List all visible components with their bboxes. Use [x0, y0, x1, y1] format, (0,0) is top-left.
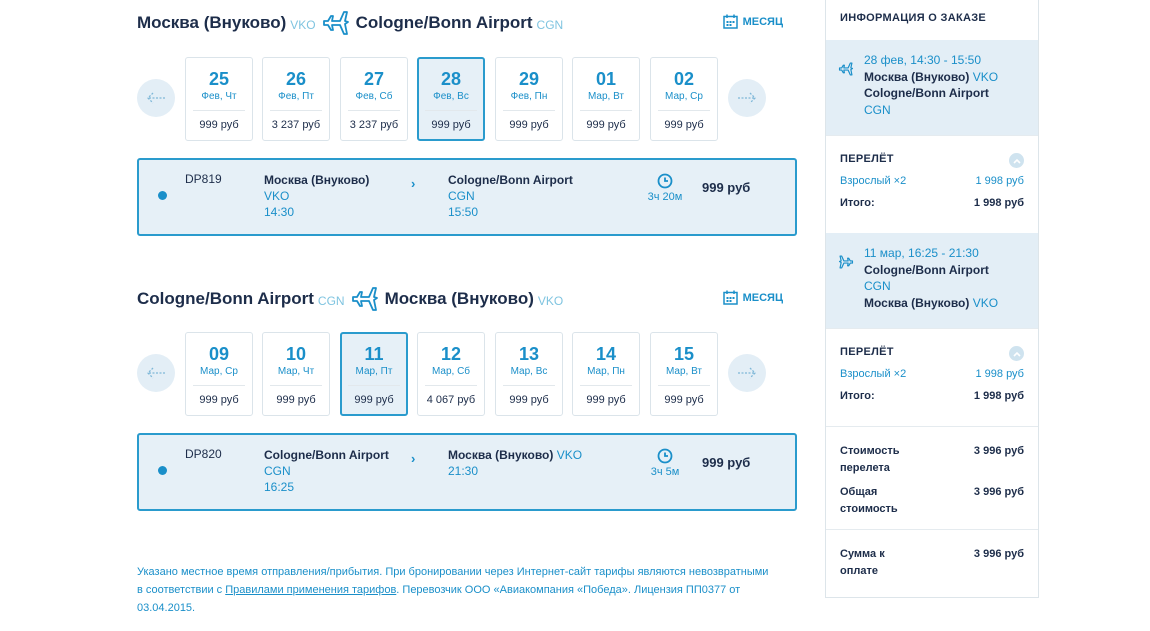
- date-price: 4 067 руб: [426, 394, 476, 406]
- date-card[interactable]: [185, 57, 253, 141]
- departure-info: [264, 447, 389, 495]
- date-card[interactable]: [572, 332, 640, 416]
- calendar-icon: [723, 290, 738, 305]
- date-weekday: Фев, Вс: [433, 91, 469, 102]
- date-weekday: Фев, Чт: [201, 91, 237, 102]
- total-label: Итого:: [840, 390, 875, 402]
- plane-icon: [838, 255, 854, 269]
- date-price: 3 237 руб: [349, 119, 399, 131]
- calendar-icon: [723, 14, 738, 29]
- flight-price: 999 руб: [702, 180, 751, 195]
- outbound-to-city: Cologne/Bonn Airport: [355, 13, 533, 32]
- outbound-to-city: Cologne/Bonn Airport: [864, 86, 989, 100]
- passenger-price: 1 998 руб: [975, 175, 1024, 187]
- date-day: 26: [285, 69, 307, 89]
- departure-code: VKO: [264, 189, 290, 203]
- arrival-time: 21:30: [448, 464, 479, 478]
- date-day: 01: [595, 69, 617, 89]
- date-day: 09: [208, 344, 230, 364]
- arrival-info: [448, 447, 582, 479]
- payment-value: 3 996 руб: [973, 548, 1024, 560]
- arrival-city: Москва (Внуково): [448, 448, 554, 462]
- departure-code: CGN: [264, 464, 291, 478]
- prev-dates-button[interactable]: [137, 79, 175, 117]
- inbound-from-city: Cologne/Bonn Airport: [137, 289, 314, 308]
- date-price: 999 руб: [276, 394, 316, 406]
- date-day: 13: [518, 344, 540, 364]
- flight-cost-value: 3 996 руб: [973, 445, 1024, 457]
- departure-city: Cologne/Bonn Airport: [264, 448, 389, 462]
- fare-rules-link[interactable]: Правилами применения тарифов: [225, 584, 397, 596]
- month-label: МЕСЯЦ: [742, 291, 783, 304]
- arrival-city: Cologne/Bonn Airport: [448, 173, 573, 187]
- next-dates-button[interactable]: [728, 79, 766, 117]
- collapse-button[interactable]: [1009, 153, 1024, 168]
- date-weekday: Мар, Чт: [277, 366, 315, 377]
- date-day: 12: [440, 344, 462, 364]
- inbound-to-code: VKO: [972, 295, 999, 310]
- clock-icon: [657, 448, 673, 464]
- cost-section: [826, 426, 1038, 529]
- date-price: 999 руб: [199, 394, 239, 406]
- date-card-selected[interactable]: [340, 332, 408, 416]
- date-day: 28: [440, 69, 462, 89]
- plane-icon: [838, 62, 854, 76]
- payment-label: Сумма к: [840, 548, 885, 560]
- total-cost-value: 3 996 руб: [973, 486, 1024, 498]
- date-card[interactable]: [262, 57, 330, 141]
- month-label: МЕСЯЦ: [742, 15, 783, 28]
- date-card[interactable]: [495, 57, 563, 141]
- arrow-right-icon: [737, 367, 757, 379]
- arrow-right-icon: [737, 92, 757, 104]
- total-cost-label: Общая: [840, 486, 878, 498]
- outbound-from-code: VKO: [972, 69, 999, 84]
- outbound-month-button[interactable]: [723, 14, 783, 29]
- total-value: 1 998 руб: [973, 390, 1024, 402]
- plane-icon: [322, 10, 350, 36]
- date-weekday: Фев, Сб: [355, 91, 393, 102]
- outbound-from-city: Москва (Внуково): [137, 13, 287, 32]
- summary-outbound: [826, 40, 1038, 135]
- inbound-to-code: VKO: [537, 293, 564, 308]
- inbound-date-strip: [137, 332, 797, 418]
- date-card[interactable]: [650, 332, 718, 416]
- flight-duration: [639, 448, 691, 478]
- inbound-route-header: [137, 284, 797, 314]
- outbound-route-header: [137, 8, 797, 38]
- prev-dates-button[interactable]: [137, 354, 175, 392]
- inbound-from-city: Cologne/Bonn Airport: [864, 262, 989, 277]
- date-weekday: Мар, Сб: [431, 366, 471, 377]
- date-weekday: Фев, Пт: [278, 91, 314, 102]
- duration-text: 3ч 5м: [650, 466, 680, 478]
- date-day: 25: [208, 69, 230, 89]
- date-price: 999 руб: [509, 119, 549, 131]
- total-cost-label-2: стоимость: [840, 503, 898, 515]
- date-day: 11: [364, 344, 384, 364]
- outbound-date-strip: [137, 57, 797, 143]
- outbound-flight-option[interactable]: [137, 158, 797, 236]
- inbound-month-button[interactable]: [723, 290, 783, 305]
- date-card[interactable]: [185, 332, 253, 416]
- summary-inbound: [826, 233, 1038, 328]
- date-price: 999 руб: [664, 394, 704, 406]
- date-price: 3 237 руб: [271, 119, 321, 131]
- outbound-fare-section: [826, 135, 1038, 233]
- outbound-time: 28 фев, 14:30 - 15:50: [864, 53, 981, 67]
- date-price: 999 руб: [431, 119, 471, 131]
- date-price: 999 руб: [586, 119, 626, 131]
- selected-radio[interactable]: [158, 191, 167, 200]
- date-day: 15: [673, 344, 695, 364]
- note-text-after: . Перевозчик ООО «Авиакомпания «Победа». Лицензия ПП0377 от 03.04.2015.: [137, 584, 741, 614]
- date-weekday: Мар, Вт: [665, 366, 703, 377]
- date-price: 999 руб: [509, 394, 549, 406]
- inbound-from-code: CGN: [317, 293, 345, 308]
- fare-title: ПЕРЕЛЁТ: [840, 153, 894, 165]
- arrival-time: 15:50: [448, 205, 479, 219]
- outbound-from-city: Москва (Внуково): [864, 69, 970, 84]
- outbound-to-code: CGN: [864, 102, 891, 117]
- chevron-right-icon: ›: [411, 451, 416, 466]
- clock-icon: [657, 173, 673, 189]
- date-card[interactable]: [262, 332, 330, 416]
- collapse-button[interactable]: [1009, 346, 1024, 361]
- arrow-left-icon: [146, 367, 166, 379]
- inbound-to-city: Москва (Внуково): [384, 289, 534, 308]
- date-price: 999 руб: [199, 119, 239, 131]
- flight-number: DP820: [185, 447, 222, 461]
- duration-text: 3ч 20м: [647, 191, 683, 203]
- date-weekday: Мар, Вс: [510, 366, 548, 377]
- selected-radio[interactable]: [158, 466, 167, 475]
- next-dates-button[interactable]: [728, 354, 766, 392]
- total-label: Итого:: [840, 197, 875, 209]
- flight-number: DP819: [185, 172, 222, 186]
- flight-duration: [639, 173, 691, 203]
- outbound-to-code: CGN: [536, 17, 564, 32]
- date-card[interactable]: [340, 57, 408, 141]
- date-weekday: Мар, Ср: [665, 91, 703, 102]
- inbound-to-city: Москва (Внуково): [864, 295, 970, 310]
- date-card[interactable]: [650, 57, 718, 141]
- outbound-from-code: VKO: [290, 17, 316, 32]
- flight-cost-label-2: перелета: [840, 462, 890, 474]
- inbound-from-code: CGN: [864, 279, 891, 293]
- departure-city: Москва (Внуково): [264, 173, 370, 187]
- fare-note: [137, 563, 777, 617]
- chevron-up-icon: [1013, 351, 1021, 357]
- arrival-code: CGN: [448, 189, 475, 203]
- date-day: 14: [595, 344, 617, 364]
- payment-section: [826, 529, 1038, 599]
- date-card[interactable]: [572, 57, 640, 141]
- date-weekday: Мар, Пт: [355, 366, 393, 377]
- departure-info: [264, 172, 369, 220]
- date-day: 02: [673, 69, 695, 89]
- date-weekday: Мар, Ср: [200, 366, 238, 377]
- date-weekday: Фев, Пн: [510, 91, 548, 102]
- date-card[interactable]: [417, 332, 485, 416]
- arrival-info: [448, 172, 573, 220]
- arrow-left-icon: [146, 92, 166, 104]
- order-summary-panel: [825, 0, 1039, 598]
- chevron-up-icon: [1013, 158, 1021, 164]
- plane-icon: [351, 286, 379, 312]
- note-text: Указано местное время отправления/прибытия. При бронировании через Интернет-сайт тарифы являются невозвратными в соответствии с: [137, 566, 769, 596]
- arrival-code: VKO: [556, 448, 583, 462]
- departure-time: 14:30: [264, 205, 295, 219]
- date-day: 27: [363, 69, 385, 89]
- passenger-label: Взрослый ×2: [840, 175, 907, 187]
- date-day: 10: [285, 344, 307, 364]
- date-card-selected[interactable]: [417, 57, 485, 141]
- departure-time: 16:25: [264, 480, 295, 494]
- inbound-time: 11 мар, 16:25 - 21:30: [864, 246, 979, 260]
- total-value: 1 998 руб: [973, 197, 1024, 209]
- inbound-fare-section: [826, 328, 1038, 426]
- date-price: 999 руб: [664, 119, 704, 131]
- flight-cost-label: Стоимость: [840, 445, 900, 457]
- passenger-label: Взрослый ×2: [840, 368, 907, 380]
- date-price: 999 руб: [354, 394, 394, 406]
- payment-label-2: оплате: [840, 565, 878, 577]
- flight-price: 999 руб: [702, 455, 751, 470]
- summary-header: ИНФОРМАЦИЯ О ЗАКАЗЕ: [840, 12, 987, 24]
- date-weekday: Мар, Пн: [587, 366, 625, 377]
- date-price: 999 руб: [586, 394, 626, 406]
- date-day: 29: [518, 69, 540, 89]
- chevron-right-icon: ›: [411, 176, 416, 191]
- fare-title: ПЕРЕЛЁТ: [840, 346, 894, 358]
- inbound-flight-option[interactable]: [137, 433, 797, 511]
- passenger-price: 1 998 руб: [975, 368, 1024, 380]
- date-card[interactable]: [495, 332, 563, 416]
- date-weekday: Мар, Вт: [587, 91, 625, 102]
